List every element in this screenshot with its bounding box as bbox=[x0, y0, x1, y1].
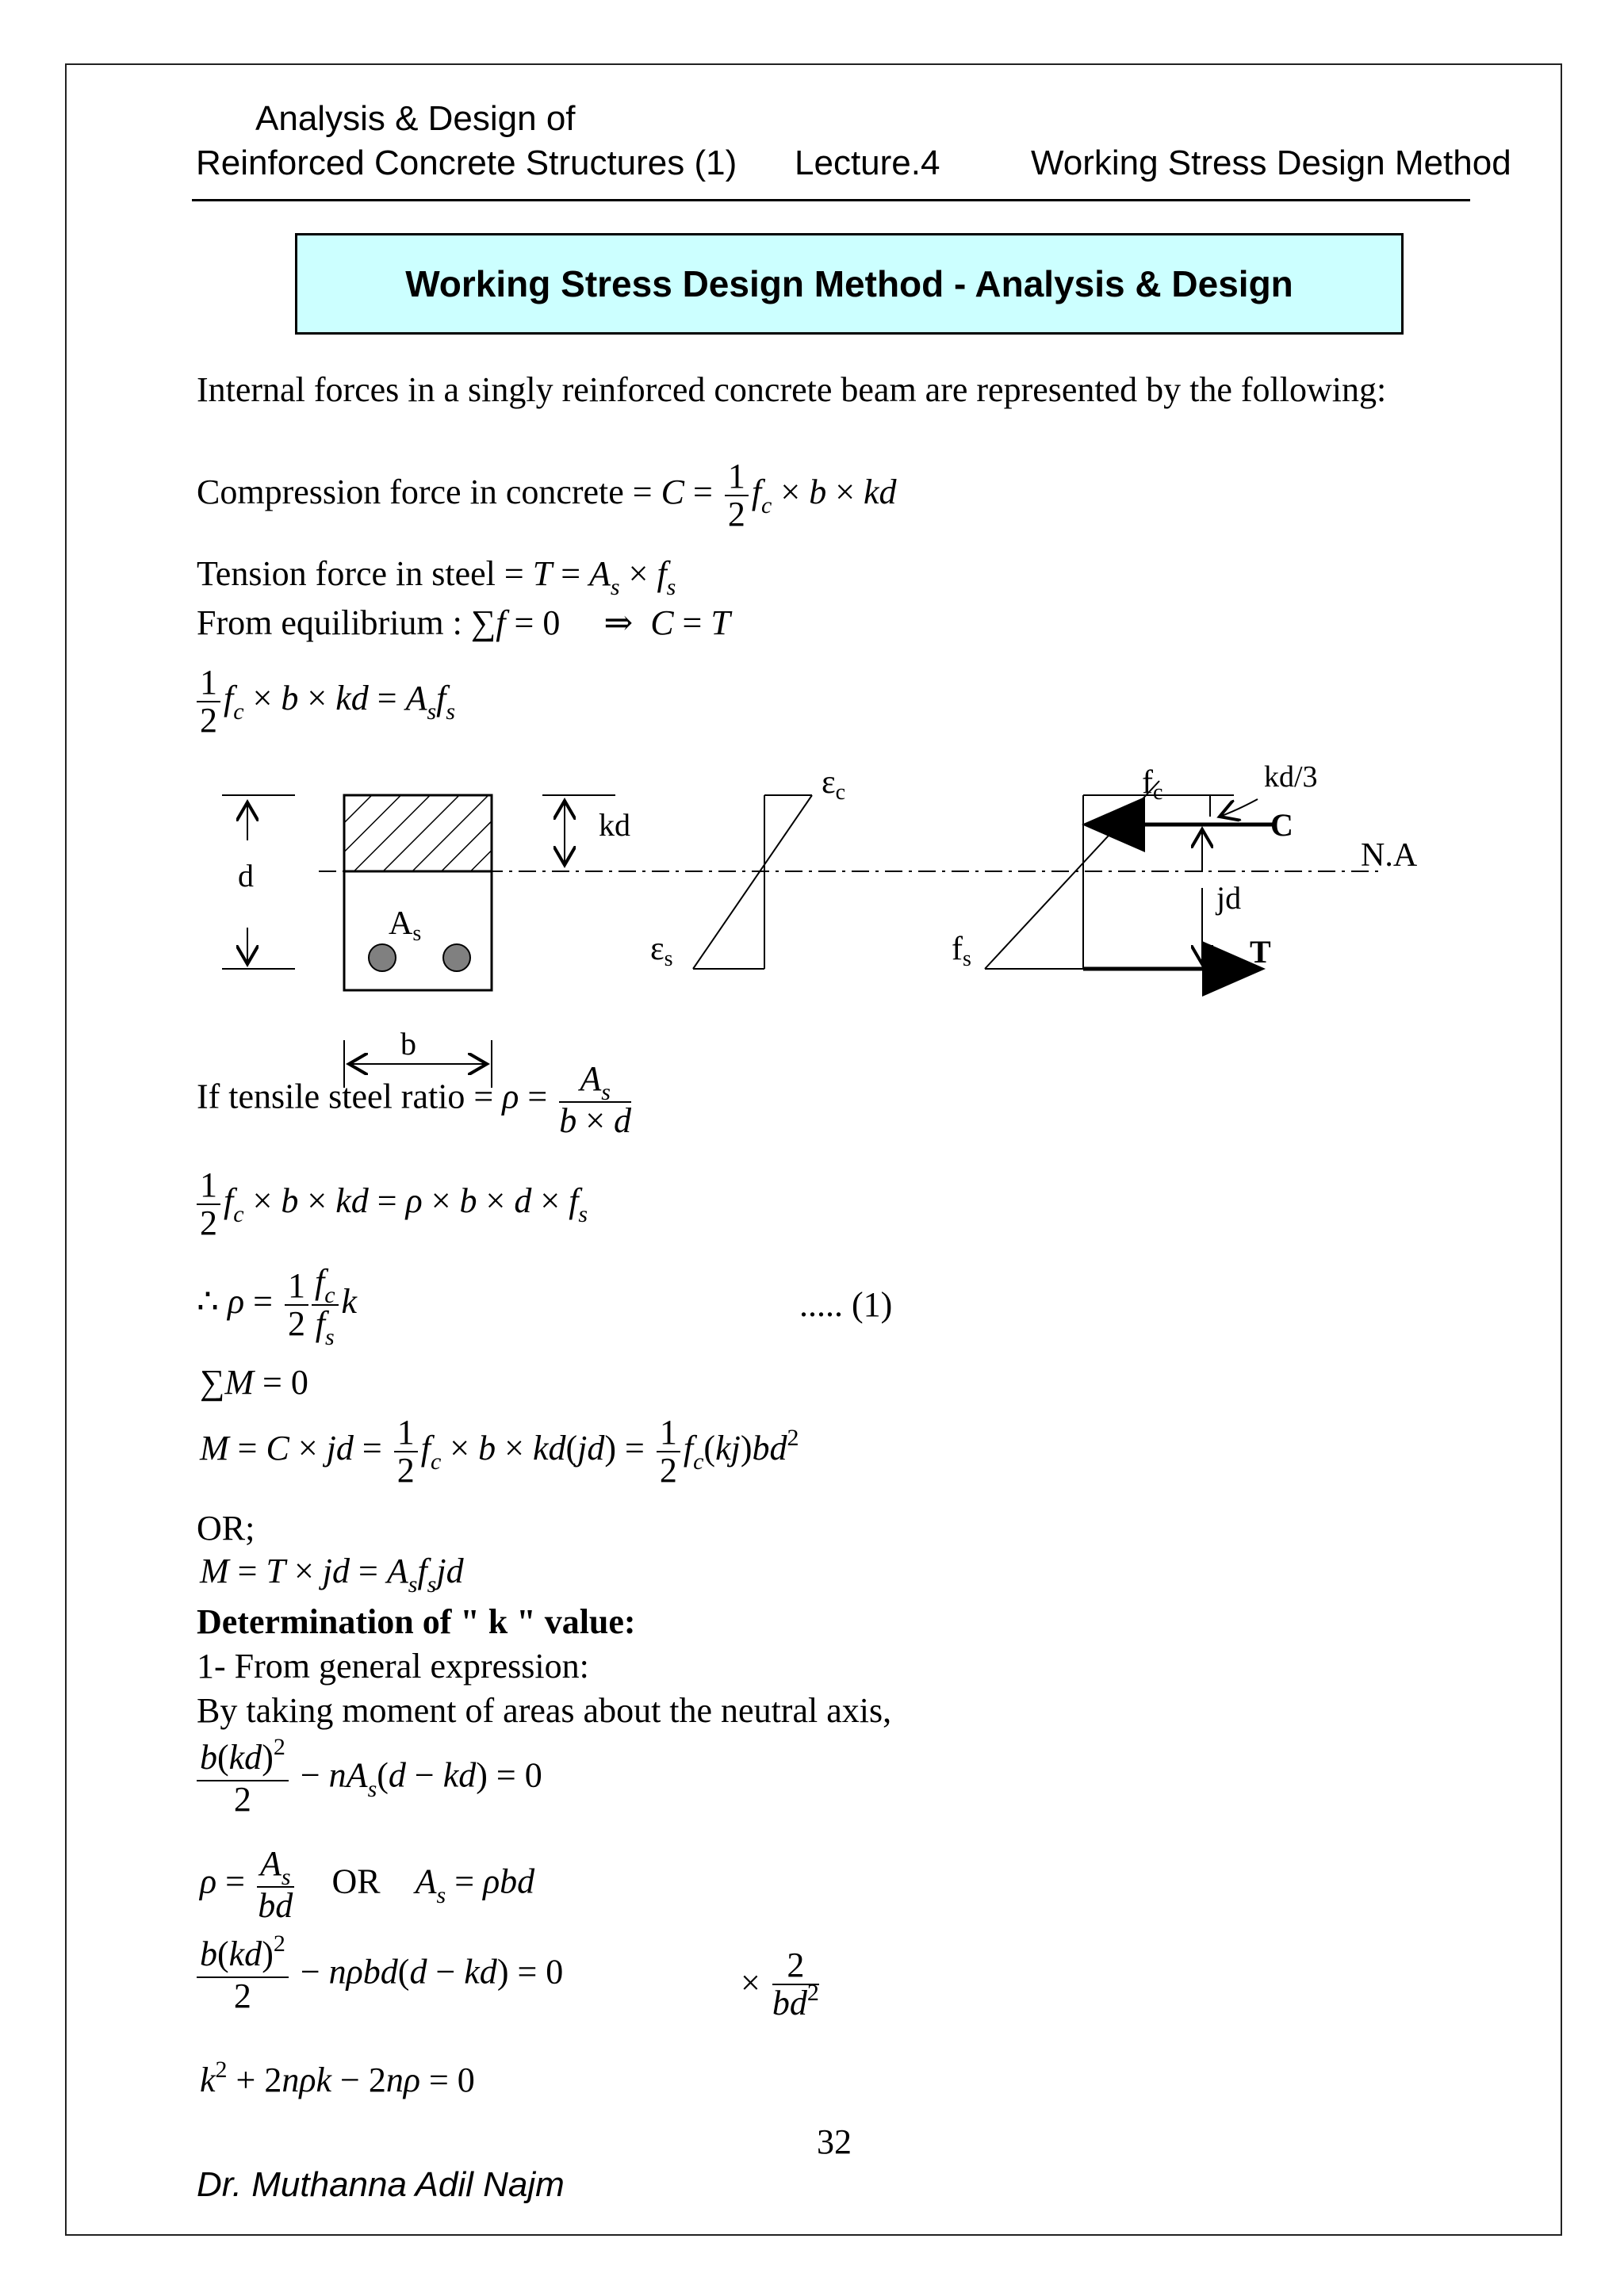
eq-tension: Tension force in steel = $T = A_s \times f_s$ bbox=[197, 554, 676, 600]
step-1: 1- From general expression: bbox=[197, 1647, 589, 1686]
eq-steel-ratio: If tensile steel ratio = ρ = $\frac{A_s}{b \times d}$ bbox=[197, 1059, 632, 1140]
label-kd3: kd/3 bbox=[1264, 760, 1318, 794]
course-title-line2: Reinforced Concrete Structures (1) bbox=[196, 144, 737, 182]
label-as: As bbox=[389, 905, 422, 946]
equilibrium-label: From equilibrium : bbox=[197, 603, 471, 642]
label-eps-s: εs bbox=[650, 931, 673, 971]
rebar-right bbox=[443, 944, 470, 971]
depth-d-dimension bbox=[222, 795, 295, 969]
strain-diagram bbox=[650, 764, 845, 971]
label-na: N.A bbox=[1361, 837, 1418, 874]
intro-paragraph: Internal forces in a singly reinforced concrete beam are represented by the following: bbox=[197, 370, 1387, 409]
eq-multiplier: × $\frac{2}{bd^2}$ bbox=[741, 1946, 819, 2022]
label-jd: jd bbox=[1216, 880, 1242, 916]
tension-label: Tension force in steel = bbox=[197, 554, 533, 593]
rebar-left bbox=[369, 944, 396, 971]
stress-force-diagram bbox=[952, 760, 1318, 971]
eq-balance: $\frac{1}{2}$ $f_c \times b$ × kd = $A_sf_s$ bbox=[197, 664, 455, 739]
compression-label: Compression force in concrete = bbox=[197, 473, 661, 512]
eq-area-moment: $\frac{b(kd)^2}{2}$ − $nA_s(d - kd) = 0$ bbox=[197, 1739, 542, 1818]
beam-cross-section bbox=[344, 795, 492, 990]
eq-moment: M = C × jd = $\frac{1}{2}$ $f_c \times b \times kd(jd)$ = $\frac{1}{2}$ $f_c(kj)bd^2$ bbox=[200, 1413, 799, 1490]
eq-quadratic: $k^2 + 2n\rho k - 2n\rho = 0$ bbox=[200, 2057, 475, 2099]
eq-area-moment-rho: $\frac{b(kd)^2}{2}$ − nρbd(d − kd) = 0 bbox=[197, 1936, 563, 2015]
eq-moment-sum: ∑M = 0 bbox=[200, 1363, 308, 1402]
or-semicolon: OR; bbox=[197, 1509, 255, 1548]
course-title-line1: Analysis & Design of bbox=[255, 99, 576, 138]
label-T: T bbox=[1250, 934, 1271, 970]
k-heading: Determination of " k " value: bbox=[197, 1602, 636, 1641]
label-fs: fs bbox=[952, 931, 971, 971]
steel-ratio-label: If tensile steel ratio = bbox=[197, 1077, 503, 1116]
lecture-number: Lecture.4 bbox=[795, 144, 940, 182]
label-d: d bbox=[238, 858, 254, 894]
eq-compression: Compression force in concrete = C = $\frac{1}{2}$ $f_c \times b$ × kd bbox=[197, 457, 897, 534]
kd-dimension bbox=[542, 795, 630, 865]
lecture-topic: Working Stress Design Method bbox=[1031, 144, 1511, 182]
label-eps-c: εc bbox=[822, 764, 846, 805]
eq-substitution: $\frac{1}{2}$ $f_c \times b$ × kd = $\rho \times b \times d \times f_s$ bbox=[197, 1167, 588, 1242]
page-title-text: Working Stress Design Method - Analysis & Design bbox=[405, 263, 1293, 304]
eq-number-1: ..... (1) bbox=[799, 1285, 893, 1324]
eq-rho-def: ρ = $\frac{A_s}{bd}$ OR $A_s = \rho bd$ bbox=[200, 1844, 535, 1925]
label-kd: kd bbox=[599, 807, 630, 843]
label-fc: fc bbox=[1142, 764, 1163, 805]
eq-rho: ∴ ρ = $\frac{1}{2}$ $\frac{f_c}{f_s}$ k bbox=[197, 1262, 358, 1350]
label-b: b bbox=[400, 1026, 416, 1062]
eq-equilibrium: From equilibrium : ∑f = 0 ⇒ C = T bbox=[197, 603, 730, 642]
moment-areas-text: By taking moment of areas about the neutral axis, bbox=[197, 1691, 892, 1730]
page-number: 32 bbox=[817, 2122, 852, 2161]
label-C: C bbox=[1270, 807, 1293, 843]
eq-moment-steel: M = T × jd = $A_sf_sjd$ bbox=[200, 1552, 464, 1598]
or-label: OR bbox=[331, 1862, 381, 1901]
compression-zone-hatch bbox=[344, 795, 492, 871]
author-name: Dr. Muthanna Adil Najm bbox=[197, 2165, 565, 2204]
